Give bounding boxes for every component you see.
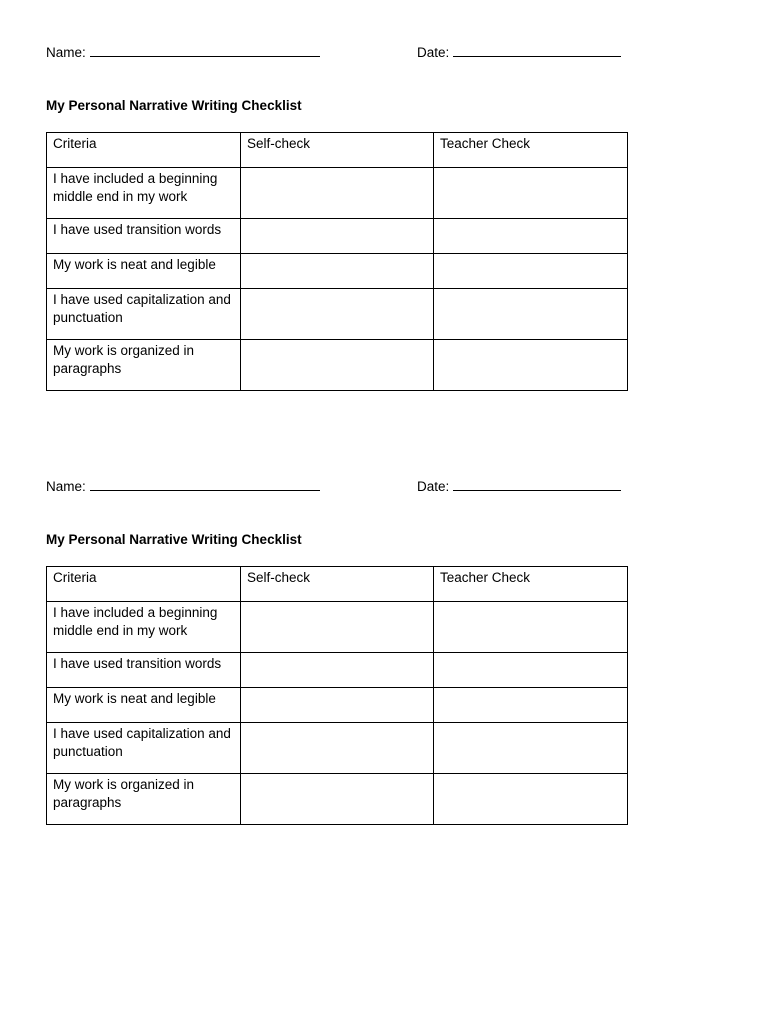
table-header-row	[47, 133, 628, 168]
self-check-cell[interactable]	[241, 653, 434, 688]
table-row	[47, 219, 628, 254]
criteria-cell: My work is neat and legible	[47, 254, 241, 289]
column-header-criteria: Criteria	[47, 567, 241, 602]
name-label: Name:	[46, 45, 86, 60]
table-row	[47, 723, 628, 774]
column-header-self-check: Self-check	[241, 133, 434, 168]
name-field[interactable]	[90, 476, 320, 491]
name-field[interactable]	[90, 42, 320, 57]
checklist-table	[46, 132, 628, 391]
table-row	[47, 602, 628, 653]
criteria-cell: My work is neat and legible	[47, 688, 241, 723]
table-row	[47, 289, 628, 340]
checklist-table	[46, 566, 628, 825]
teacher-check-cell[interactable]	[434, 219, 628, 254]
name-line	[46, 476, 320, 497]
self-check-cell[interactable]	[241, 340, 434, 391]
criteria-cell: I have included a beginning middle end in my work	[47, 602, 241, 653]
self-check-cell[interactable]	[241, 688, 434, 723]
table-row	[47, 254, 628, 289]
self-check-cell[interactable]	[241, 168, 434, 219]
self-check-cell[interactable]	[241, 254, 434, 289]
date-line	[417, 42, 621, 63]
self-check-cell[interactable]	[241, 289, 434, 340]
table-row	[47, 653, 628, 688]
date-label: Date:	[417, 479, 450, 494]
teacher-check-cell[interactable]	[434, 602, 628, 653]
criteria-cell: I have used capitalization and punctuation	[47, 289, 241, 340]
criteria-cell: My work is organized in paragraphs	[47, 774, 241, 825]
self-check-cell[interactable]	[241, 723, 434, 774]
table-row	[47, 340, 628, 391]
criteria-cell: My work is organized in paragraphs	[47, 340, 241, 391]
column-header-self-check: Self-check	[241, 567, 434, 602]
table-row	[47, 168, 628, 219]
table-row	[47, 774, 628, 825]
date-line	[417, 476, 621, 497]
criteria-cell: I have included a beginning middle end in my work	[47, 168, 241, 219]
table-header-row	[47, 567, 628, 602]
criteria-cell: I have used transition words	[47, 219, 241, 254]
column-header-teacher-check: Teacher Check	[434, 133, 628, 168]
checklist-title: My Personal Narrative Writing Checklist	[46, 98, 302, 113]
criteria-cell: I have used capitalization and punctuation	[47, 723, 241, 774]
column-header-criteria: Criteria	[47, 133, 241, 168]
teacher-check-cell[interactable]	[434, 289, 628, 340]
criteria-cell: I have used transition words	[47, 653, 241, 688]
teacher-check-cell[interactable]	[434, 168, 628, 219]
name-line	[46, 42, 320, 63]
date-field[interactable]	[453, 42, 621, 57]
column-header-teacher-check: Teacher Check	[434, 567, 628, 602]
teacher-check-cell[interactable]	[434, 254, 628, 289]
teacher-check-cell[interactable]	[434, 653, 628, 688]
teacher-check-cell[interactable]	[434, 774, 628, 825]
date-label: Date:	[417, 45, 450, 60]
teacher-check-cell[interactable]	[434, 723, 628, 774]
self-check-cell[interactable]	[241, 774, 434, 825]
checklist-title: My Personal Narrative Writing Checklist	[46, 532, 302, 547]
name-label: Name:	[46, 479, 86, 494]
self-check-cell[interactable]	[241, 602, 434, 653]
date-field[interactable]	[453, 476, 621, 491]
self-check-cell[interactable]	[241, 219, 434, 254]
table-row	[47, 688, 628, 723]
teacher-check-cell[interactable]	[434, 688, 628, 723]
teacher-check-cell[interactable]	[434, 340, 628, 391]
